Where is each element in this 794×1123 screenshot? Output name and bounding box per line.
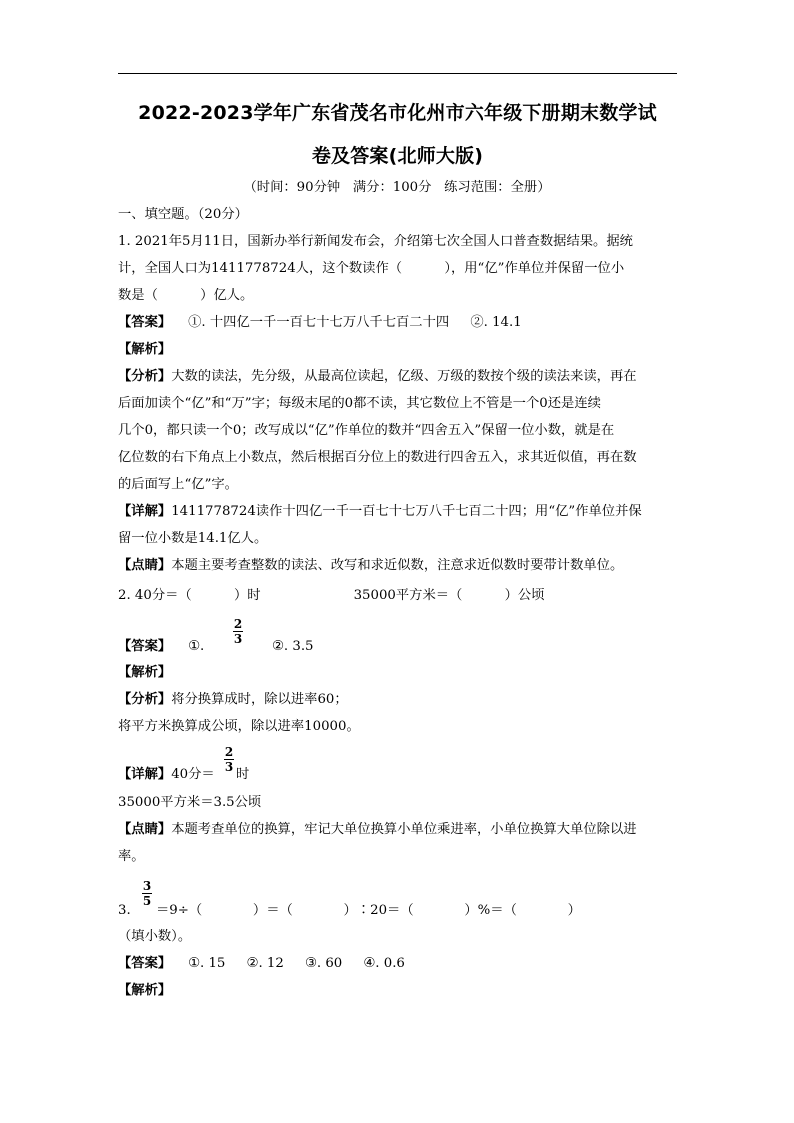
- fraction-numerator: 3: [142, 879, 152, 893]
- q1-dianjing: [118, 558, 623, 574]
- fenxi-tag: 【分析】: [118, 369, 172, 384]
- q2-dianjing-line1: [118, 822, 637, 838]
- q3-text-line: ＝9÷（ ）＝（ ）∶20＝（ ）%＝（ ）: [156, 903, 581, 918]
- doc-title-line2: 卷及答案(北师大版): [311, 145, 484, 167]
- q1-text-line3: 数是（ ）亿人。: [118, 288, 254, 303]
- q1-fenxi-line1: [118, 369, 637, 385]
- q3-fraction: [142, 880, 152, 907]
- q1-jiexi-tag: 【解析】: [118, 342, 172, 357]
- q1-dianjing-text: 本题主要考查整数的读法、改写和求近似数，注意求近似数时要带计数单位。: [171, 558, 624, 573]
- q3-jiexi-tag: 【解析】: [118, 983, 172, 998]
- fraction-denominator: 3: [224, 760, 234, 774]
- header-rule: [118, 73, 677, 74]
- q2-xiangjie-b: 时: [236, 767, 250, 782]
- fraction-numerator: 2: [233, 617, 243, 631]
- doc-title-line1: 2022-2023学年广东省茂名市化州市六年级下册期末数学试: [138, 102, 657, 124]
- q1-fenxi-line5: 的后面写上“亿”字。: [118, 477, 238, 492]
- fenxi-tag: 【分析】: [118, 692, 172, 707]
- q3-answer: [118, 956, 405, 972]
- q2-xiangjie-a: 40分＝: [171, 767, 215, 782]
- q1-fenxi-line4: 亿位数的右下角点上小数点，然后根据百分位上的数进行四舍五入，求其近似值，再在数: [118, 450, 637, 465]
- q2-dianjing-text1: 本题考查单位的换算，牢记大单位换算小单位乘进率，小单位换算大单位除以进: [171, 822, 637, 837]
- q1-fenxi-line2: 后面加读个“亿”和“万”字；每级末尾的0都不读，其它数位上不管是一个0还是连续: [118, 396, 601, 411]
- q3-number: 3.: [118, 903, 131, 918]
- q1-xiangjie-line2: 留一位小数是14.1亿人。: [118, 531, 268, 546]
- q1-xiangjie-text1: 1411778724读作十四亿一千一百七十七万八千七百二十四；用“亿”作单位并保: [171, 504, 642, 519]
- q2-fenxi-text1: 将分换算成时，除以进率60；: [171, 692, 348, 707]
- q3-text-line2: （填小数）。: [118, 929, 192, 944]
- q3-answer-text: ①. 15 ②. 12 ③. 60 ④. 0.6: [171, 956, 405, 971]
- q2-answer-a: ①.: [171, 639, 205, 654]
- q2-jiexi-tag: 【解析】: [118, 665, 172, 680]
- q2-dianjing-line2: 率。: [118, 849, 145, 864]
- q1-text-line2: 计，全国人口为1411778724人，这个数读作（ ），用“亿”作单位并保留一位小: [118, 261, 625, 276]
- dianjing-tag: 【点睛】: [118, 822, 172, 837]
- q1-fenxi-line3: 几个0，都只读一个0；改写成以“亿”作单位的数并“四舍五入”保留一位小数，就是在: [118, 423, 615, 438]
- q2-xiangjie-line2: 35000平方米＝3.5公顷: [118, 795, 262, 810]
- q2-xiangjie: [118, 767, 215, 783]
- q1-answer-text: ①. 十四亿一千一百七十七万八千七百二十四 ②. 14.1: [171, 315, 522, 330]
- xiangjie-tag: 【详解】: [118, 767, 172, 782]
- fraction-denominator: 3: [233, 632, 243, 646]
- q2-answer-fraction: [233, 618, 243, 645]
- xiangjie-tag: 【详解】: [118, 504, 172, 519]
- fraction-denominator: 5: [142, 894, 152, 908]
- answer-tag: 【答案】: [118, 315, 172, 330]
- q2-answer-b: ②. 3.5: [272, 639, 314, 654]
- dianjing-tag: 【点睛】: [118, 558, 172, 573]
- q1-fenxi-text1: 大数的读法，先分级，从最高位读起，亿级、万级的数按个级的读法来读，再在: [171, 369, 637, 384]
- q1-text-line1: 1. 2021年5月11日，国新办举行新闻发布会，介绍第七次全国人口普查数据结果。据统: [118, 234, 633, 249]
- q2-xiangjie-fraction: [224, 746, 234, 773]
- section-heading: 一、填空题。（20分）: [118, 207, 248, 222]
- q2-text-line: 2. 40分＝（ ）时 35000平方米＝（ ）公顷: [118, 588, 545, 603]
- q2-answer: [118, 639, 204, 655]
- q2-fenxi-line1: [118, 692, 348, 708]
- answer-tag: 【答案】: [118, 956, 172, 971]
- doc-subtitle: （时间：90分钟 满分：100分 练习范围：全册）: [243, 180, 551, 195]
- q2-fenxi-line2: 将平方米换算成公顷，除以进率10000。: [118, 719, 360, 734]
- q1-xiangjie-line1: [118, 504, 642, 520]
- fraction-numerator: 2: [224, 745, 234, 759]
- answer-tag: 【答案】: [118, 639, 172, 654]
- q1-answer: [118, 315, 522, 331]
